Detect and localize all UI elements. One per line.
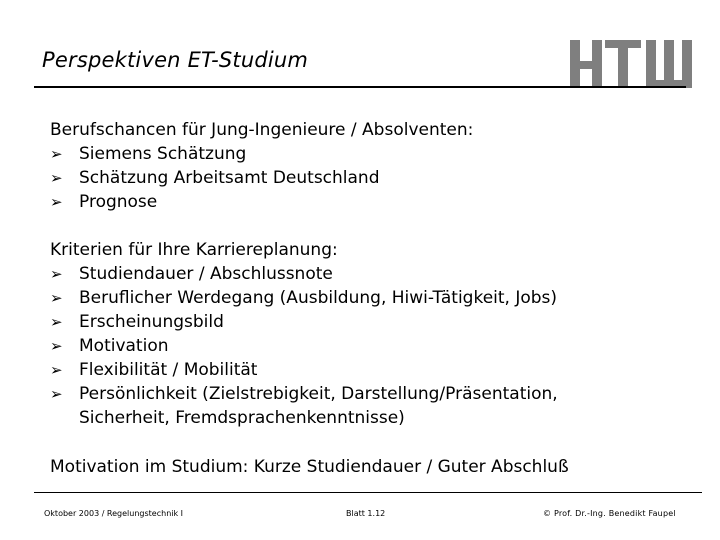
- arrowhead-bullet-icon: ➢: [50, 169, 63, 187]
- list-item: [50, 190, 569, 214]
- list-item-text: Prognose: [79, 192, 158, 212]
- career-opportunities-section: [50, 118, 569, 214]
- list-item-text: Schätzung Arbeitsamt Deutschland: [79, 168, 380, 188]
- arrowhead-bullet-icon: ➢: [50, 289, 63, 307]
- section-spacing: [50, 430, 569, 455]
- career-planning-section: [50, 238, 569, 430]
- arrowhead-bullet-icon: ➢: [50, 385, 63, 403]
- title-divider: [34, 86, 686, 88]
- section-spacing: [50, 214, 569, 238]
- list-item-text: Beruflicher Werdegang (Ausbildung, Hiwi-Tätigkeit, Jobs): [79, 288, 558, 308]
- arrowhead-bullet-icon: ➢: [50, 337, 63, 355]
- list-item: [50, 310, 569, 334]
- list-item-text: Flexibilität / Mobilität: [79, 360, 258, 380]
- career-opportunities-heading: Berufschancen für Jung-Ingenieure / Absolventen:: [50, 120, 474, 140]
- list-item-text: Siemens Schätzung: [79, 144, 247, 164]
- arrowhead-bullet-icon: ➢: [50, 361, 63, 379]
- career-planning-list: [50, 262, 569, 430]
- list-item: [50, 286, 569, 310]
- list-item: [50, 142, 569, 166]
- arrowhead-bullet-icon: ➢: [50, 265, 63, 283]
- footer-page-number: Blatt 1.12: [346, 509, 386, 518]
- closing-statement: Motivation im Studium: Kurze Studiendauer / Guter Abschluß: [50, 457, 569, 477]
- slide-title: Perspektiven ET-Studium: [42, 48, 309, 72]
- list-item-text: Erscheinungsbild: [79, 312, 224, 332]
- arrowhead-bullet-icon: ➢: [50, 313, 63, 331]
- list-item: [50, 358, 569, 382]
- footer-copyright: © Prof. Dr.-Ing. Benedikt Faupel: [543, 509, 676, 518]
- list-item-text: Motivation: [79, 336, 169, 356]
- footer-divider: [34, 492, 702, 493]
- list-item-text: Studiendauer / Abschlussnote: [79, 264, 333, 284]
- slide-content: [50, 118, 569, 479]
- list-item: [50, 382, 569, 430]
- list-item: [50, 334, 569, 358]
- arrowhead-bullet-icon: ➢: [50, 193, 63, 211]
- list-item-continuation-text: Sicherheit, Fremdsprachenkenntnisse): [79, 408, 405, 428]
- list-item: [50, 262, 569, 286]
- footer-date-course: Oktober 2003 / Regelungstechnik I: [44, 509, 184, 518]
- career-planning-heading: Kriterien für Ihre Karriereplanung:: [50, 240, 338, 260]
- list-item: [50, 166, 569, 190]
- list-item-text: Persönlichkeit (Zielstrebigkeit, Darstellung/Präsentation,: [79, 384, 558, 404]
- arrowhead-bullet-icon: ➢: [50, 145, 63, 163]
- career-opportunities-list: [50, 142, 569, 214]
- htw-logo: [570, 40, 695, 88]
